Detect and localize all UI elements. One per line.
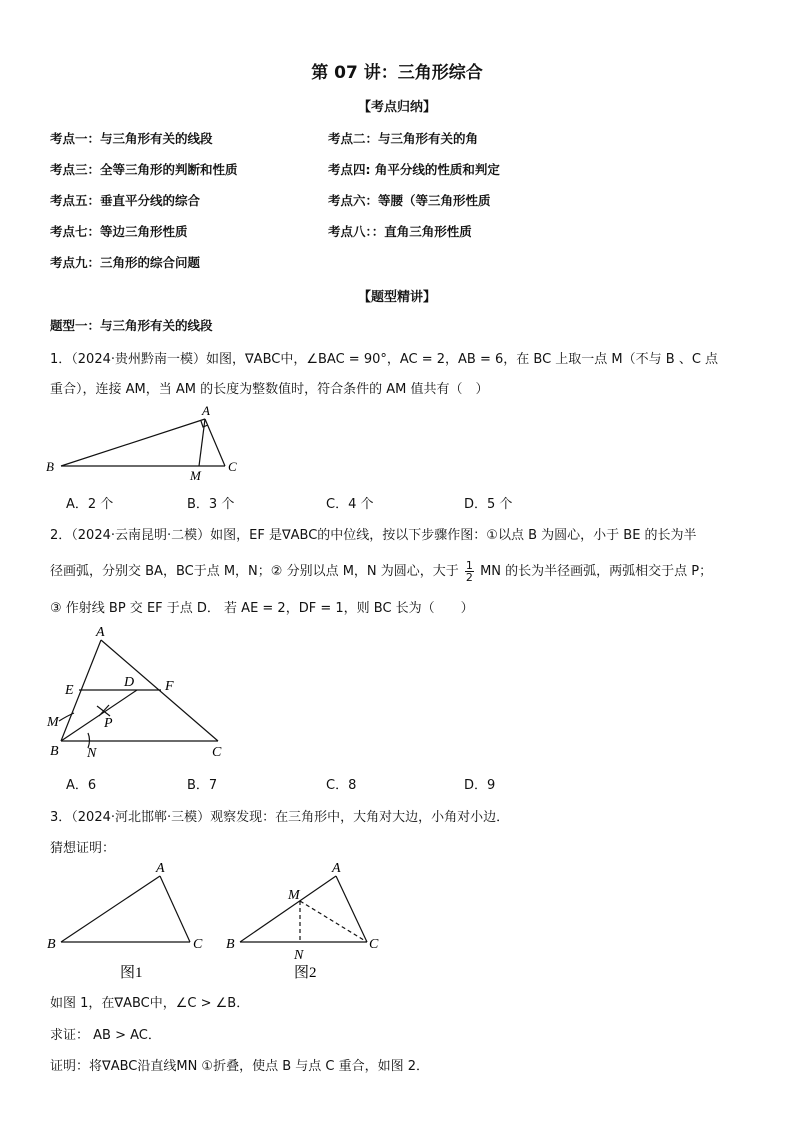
q1-line2: 重合），连接 AM，当 AM 的长度为整数值时，符合条件的 AM 值共有（ ） — [50, 382, 489, 397]
kaodian-item-7: 考点七：等边三角形性质 — [50, 224, 188, 239]
q2-label-b: B — [50, 744, 59, 759]
q2-option-a[interactable]: A．6 — [66, 778, 97, 793]
q1-figure — [40, 400, 260, 482]
q3-fig1-label-b: B — [47, 937, 56, 952]
kaodian-item-2: 考点二：与三角形有关的角 — [328, 131, 479, 146]
q1-label-m: M — [190, 468, 201, 482]
kaodian-item-6: 考点六：等腰（等三角形性质 — [328, 193, 491, 208]
kaodian-item-3: 考点三：全等三角形的判断和性质 — [50, 162, 238, 177]
q2-line1: 2．（2024·云南昆明·二模）如图，EF 是∇ABC的中位线，按以下步骤作图：①以点 B 为圆心，小于 BE 的长为半 — [50, 528, 697, 543]
q3-fig2-caption: 图2 — [294, 965, 317, 981]
q2-option-c[interactable]: C．8 — [326, 778, 357, 793]
q1-label-c: C — [228, 459, 237, 474]
q1-option-c[interactable]: C．4 个 — [326, 497, 374, 512]
q2-option-b[interactable]: B．7 — [187, 778, 218, 793]
tixing-1-title: 题型一：与三角形有关的线段 — [50, 318, 213, 333]
q2-line2 — [50, 560, 712, 583]
q2-line3: ③ 作射线 BP 交 EF 于点 D． 若 AE = 2，DF = 1，则 BC 长为（ ） — [50, 601, 474, 616]
q2-label-n: N — [87, 746, 97, 760]
q3-fig2-label-c: C — [369, 937, 379, 952]
q1-option-a[interactable]: A．2 个 — [66, 497, 114, 512]
q2-figure — [40, 620, 240, 760]
q3-fig1-label-a: A — [156, 861, 165, 876]
q2-line2-part1: 径画弧，分别交 BA，BC于点 M，N；② 分别以点 M，N 为圆心，大于 — [50, 564, 459, 579]
q1-line1: 1．（2024·贵州黔南一模）如图，∇ABC中，∠BAC = 90°，AC = 2，AB = 6，在 BC 上取一点 M（不与 B 、C 点 — [50, 352, 719, 367]
q1-option-b[interactable]: B．3 个 — [187, 497, 235, 512]
q1-segment-ac — [205, 419, 225, 466]
q3-fig2-label-m: M — [288, 888, 300, 903]
q2-label-c: C — [212, 745, 222, 760]
q2-line2-part2: MN 的长为半径画弧，两弧相交于点 P； — [480, 564, 713, 579]
q3-line1: 3．（2024·河北邯郸·三模）观察发现：在三角形中，大角对大边，小角对小边． — [50, 810, 510, 825]
q1-option-d[interactable]: D．5 个 — [464, 497, 513, 512]
q3-fig2-label-b: B — [226, 937, 235, 952]
kaodian-item-4: 考点四: 角平分线的性质和判定 — [328, 162, 500, 177]
kaodian-item-1: 考点一：与三角形有关的线段 — [50, 131, 213, 146]
q3-fig1-caption: 图1 — [120, 965, 143, 981]
kaodian-item-8: 考点八：：直角三角形性质 — [328, 224, 472, 239]
q1-label-b: B — [46, 459, 54, 474]
q2-label-a: A — [96, 625, 105, 640]
q3-figures — [40, 855, 400, 985]
q2-arc-m — [59, 713, 74, 721]
q3-fig1-segment-ac — [160, 876, 190, 942]
q2-label-f: F — [165, 679, 174, 694]
q2-frac-num: 1 — [465, 559, 473, 572]
q3-line3: 如图 1，在∇ABC中，∠C > ∠B． — [50, 996, 250, 1011]
q2-label-p: P — [104, 716, 113, 731]
q3-fig2-segment-ac — [336, 876, 367, 942]
q3-line5: 证明：将∇ABC沿直线MN ①折叠，使点 B 与点 C 重合，如图 2． — [50, 1059, 430, 1074]
q3-fig1-segment-ba — [61, 876, 160, 942]
q3-line2: 猜想证明： — [50, 841, 116, 856]
q2-fraction-half — [465, 560, 474, 583]
q1-label-a: A — [202, 403, 210, 418]
q3-line4: 求证： AB > AC． — [50, 1028, 161, 1043]
q2-frac-den: 2 — [465, 571, 473, 584]
q2-label-e: E — [65, 683, 74, 698]
kaodian-item-9: 考点九：三角形的综合问题 — [50, 255, 201, 270]
q3-fig2-label-n: N — [294, 948, 304, 963]
q3-fig2-label-a: A — [332, 861, 341, 876]
q2-label-d: D — [124, 675, 135, 690]
q3-fig2-segment-ba — [240, 876, 336, 942]
page-title: 第 07 讲：三角形综合 — [311, 63, 483, 83]
kaodian-heading: 【考点归纳】 — [357, 100, 436, 115]
q3-fig1-label-c: C — [193, 937, 203, 952]
kaodian-item-5: 考点五：垂直平分线的综合 — [50, 193, 201, 208]
q2-label-m: M — [47, 715, 59, 730]
q1-segment-ba — [61, 419, 205, 466]
q2-option-d[interactable]: D．9 — [464, 778, 496, 793]
tixing-heading: 【题型精讲】 — [357, 290, 436, 305]
